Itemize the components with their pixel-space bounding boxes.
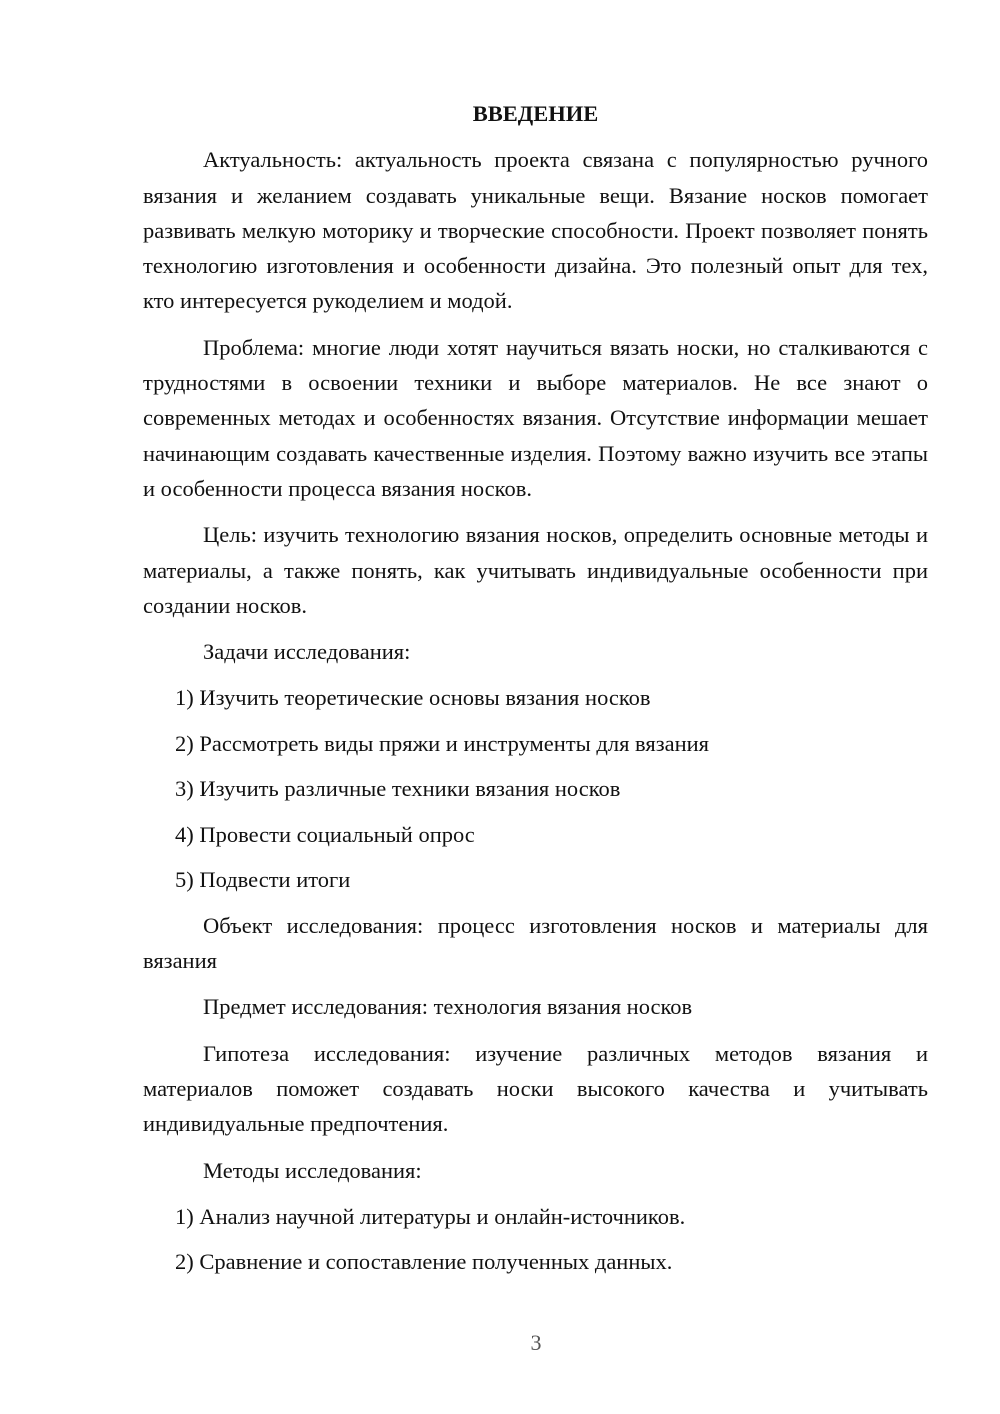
methods-heading: Методы исследования: [203, 1157, 422, 1183]
relevance-paragraph: Актуальность: актуальность проекта связана с популярностью ручного вязания и желанием создавать уникальные вещи. Вязание носков помогает развивать мелкую моторику и творческие способности. Проект позволяет понять технологию изготовления и особенности дизайна. Это полезный опыт для тех, кто интересуется рукоделием и модой. [143, 147, 928, 314]
list-item: 5) Подвести итоги [175, 867, 351, 893]
hypothesis-paragraph: Гипотеза исследования: изучение различных методов вязания и материалов поможет создавать носки высокого качества и учитывать индивидуальные предпочтения. [143, 1040, 928, 1137]
list-item: 2) Рассмотреть виды пряжи и инструменты для вязания [175, 730, 710, 756]
tasks-heading: Задачи исследования: [203, 639, 411, 665]
subject-paragraph: Предмет исследования: технология вязания носков [203, 994, 693, 1020]
page-number: 3 [530, 1330, 542, 1355]
tasks-list [143, 680, 928, 897]
list-item: 1) Анализ научной литературы и онлайн-источников. [175, 1203, 686, 1229]
goal-paragraph: Цель: изучить технологию вязания носков, определить основные методы и материалы, а также понять, как учитывать индивидуальные особенности при создании носков. [143, 522, 928, 618]
object-paragraph: Объект исследования: процесс изготовления носков и материалы для вязания [143, 912, 928, 974]
document-page [143, 96, 928, 1290]
section-title: ВВЕДЕНИЕ [472, 101, 599, 126]
list-item: 3) Изучить различные техники вязания носков [175, 776, 621, 802]
list-item: 4) Провести социальный опрос [175, 821, 475, 847]
problem-paragraph: Проблема: многие люди хотят научиться вязать носки, но сталкиваются с трудностями в освоении техники и выборе материалов. Не все знают о современных методах и особенностях вязания. Отсутствие информации мешает начинающим создавать качественные изделия. Поэтому важно изучить все этапы и особенности процесса вязания носков. [143, 334, 928, 501]
list-item: 1) Изучить теоретические основы вязания носков [175, 685, 651, 711]
methods-list [143, 1199, 928, 1280]
list-item: 2) Сравнение и сопоставление полученных данных. [175, 1249, 673, 1275]
